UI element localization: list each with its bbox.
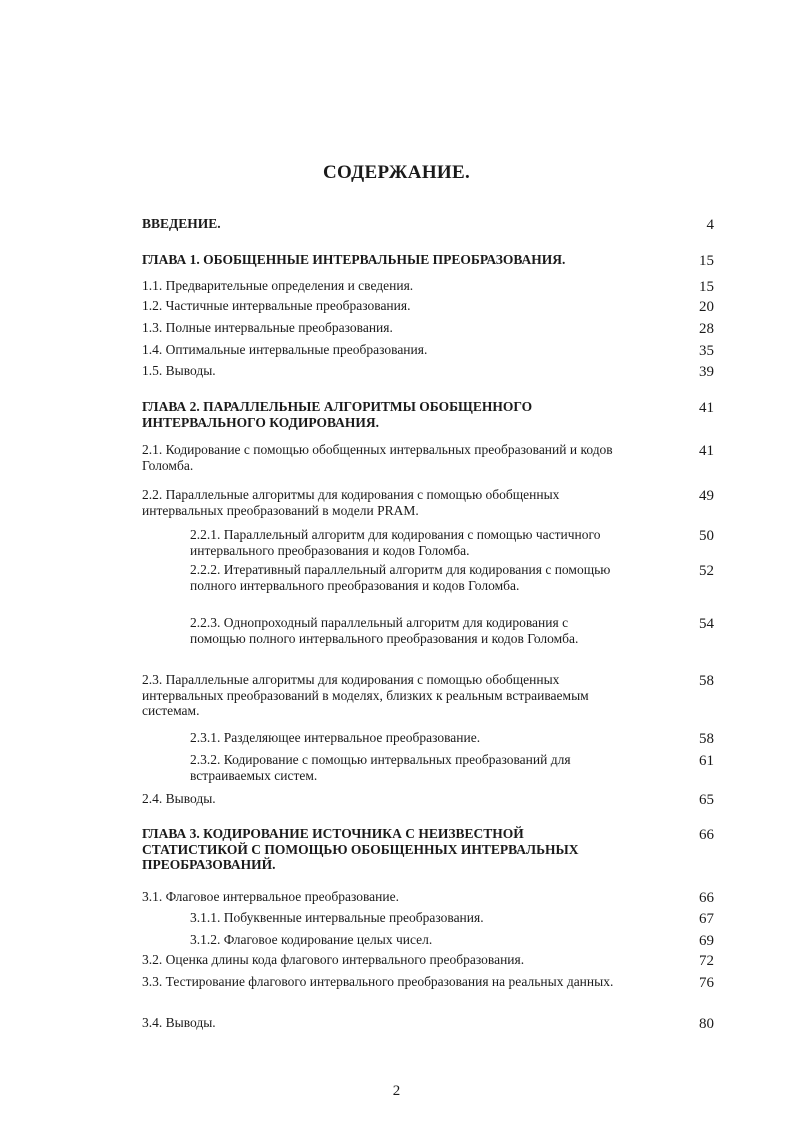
toc-entry-3-1-2[interactable] [190, 932, 714, 948]
toc-entry-introduction[interactable] [142, 216, 714, 232]
toc-entry-title: 2.3.2. Кодирование с помощью интервальных преобразований для встраиваемых систем. [190, 752, 571, 783]
toc-entry-title: 2.2. Параллельные алгоритмы для кодирования с помощью обобщенных интервальных преобразований в модели PRAM. [142, 487, 560, 518]
toc-entry-1-4[interactable] [142, 342, 714, 358]
toc-entry-title: 3.3. Тестирование флагового интервального преобразования на реальных данных. [142, 974, 614, 989]
toc-entry-1-1[interactable] [142, 278, 714, 294]
toc-entry-page: 28 [699, 321, 714, 337]
toc-entry-page: 76 [699, 975, 714, 991]
toc-entry-title: 3.1.1. Побуквенные интервальные преобразования. [190, 910, 484, 925]
toc-entry-title: 1.1. Предварительные определения и сведения. [142, 278, 414, 293]
toc-entry-page: 39 [699, 364, 714, 380]
toc-entry-title: ГЛАВА 1. ОБОБЩЕННЫЕ ИНТЕРВАЛЬНЫЕ ПРЕОБРАЗОВАНИЯ. [142, 252, 566, 267]
toc-entry-page: 15 [699, 279, 714, 295]
toc-entry-1-3[interactable] [142, 320, 714, 336]
toc-entry-page: 35 [699, 343, 714, 359]
toc-entry-page: 66 [699, 890, 714, 906]
toc-entry-title: ГЛАВА 2. ПАРАЛЛЕЛЬНЫЕ АЛГОРИТМЫ ОБОБЩЕННОГО ИНТЕРВАЛЬНОГО КОДИРОВАНИЯ. [142, 399, 533, 430]
toc-entry-page: 41 [699, 443, 714, 459]
toc-entry-1-2[interactable] [142, 298, 714, 314]
page-title: СОДЕРЖАНИЕ. [322, 162, 471, 183]
toc-entry-title: 1.2. Частичные интервальные преобразования. [142, 298, 411, 313]
toc-entry-title: 3.4. Выводы. [142, 1015, 216, 1030]
toc-entry-page: 72 [699, 953, 714, 969]
toc-entry-3-1[interactable] [142, 889, 714, 905]
toc-entry-3-4[interactable] [142, 1015, 714, 1031]
toc-entry-title: 2.3.1. Разделяющее интервальное преобразование. [190, 730, 481, 745]
toc-entry-title: ВВЕДЕНИЕ. [142, 216, 221, 231]
toc-entry-page: 65 [699, 792, 714, 808]
toc-entry-1-5[interactable] [142, 363, 714, 379]
toc-entry-page: 49 [699, 488, 714, 504]
toc-entry-3-1-1[interactable] [190, 910, 714, 926]
toc-entry-title: ГЛАВА 3. КОДИРОВАНИЕ ИСТОЧНИКА С НЕИЗВЕСТНОЙ СТАТИСТИКОЙ С ПОМОЩЬЮ ОБОБЩЕННЫХ ИНТЕРВАЛЬНЫХ ПРЕОБРАЗОВАНИЙ. [142, 826, 579, 872]
toc-entry-title: 3.2. Оценка длины кода флагового интервального преобразования. [142, 952, 525, 967]
toc-entry-title: 1.3. Полные интервальные преобразования. [142, 320, 393, 335]
toc-entry-title: 1.4. Оптимальные интервальные преобразования. [142, 342, 428, 357]
toc-entry-title: 2.2.1. Параллельный алгоритм для кодирования с помощью частичного интервального преобразования и кодов Голомба. [190, 527, 601, 558]
toc-entry-page: 58 [699, 673, 714, 689]
toc-entry-chapter-1[interactable] [142, 252, 714, 268]
toc-entry-2-4[interactable] [142, 791, 714, 807]
toc-entry-page: 50 [699, 528, 714, 544]
toc-entry-page: 20 [699, 299, 714, 315]
toc-entry-page: 69 [699, 933, 714, 949]
toc-entry-page: 67 [699, 911, 714, 927]
toc-entry-page: 52 [699, 563, 714, 579]
toc-entry-page: 61 [699, 753, 714, 769]
page-number: 2 [392, 1083, 401, 1099]
toc-entry-title: 2.2.3. Однопроходный параллельный алгоритм для кодирования с помощью полного интервального преобразования и кодов Голомба. [190, 615, 579, 646]
toc-entry-2-2-1[interactable] [190, 527, 714, 558]
toc-entry-title: 2.1. Кодирование с помощью обобщенных интервальных преобразований и кодов Голомба. [142, 442, 613, 473]
toc-entry-page: 80 [699, 1016, 714, 1032]
toc-entry-2-3[interactable] [142, 672, 714, 719]
toc-entry-2-2-2[interactable] [190, 562, 714, 593]
toc-entry-chapter-2[interactable] [142, 399, 714, 430]
toc-entry-3-2[interactable] [142, 952, 714, 968]
toc-entry-page: 41 [699, 400, 714, 416]
toc-entry-page: 4 [706, 217, 714, 233]
toc-entry-title: 1.5. Выводы. [142, 363, 216, 378]
toc-entry-page: 66 [699, 827, 714, 843]
toc-entry-page: 15 [699, 253, 714, 269]
toc-entry-2-3-2[interactable] [190, 752, 714, 783]
toc-entry-page: 58 [699, 731, 714, 747]
toc-entry-title: 2.3. Параллельные алгоритмы для кодирования с помощью обобщенных интервальных преобразований в моделях, близких к реальным встраиваемым системам. [142, 672, 589, 718]
toc-entry-2-2-3[interactable] [190, 615, 714, 646]
toc-entry-chapter-3[interactable] [142, 826, 714, 873]
toc-entry-title: 3.1. Флаговое интервальное преобразование. [142, 889, 399, 904]
toc-entry-3-3[interactable] [142, 974, 714, 990]
toc-entry-title: 3.1.2. Флаговое кодирование целых чисел. [190, 932, 433, 947]
toc-entry-title: 2.4. Выводы. [142, 791, 216, 806]
toc-entry-2-3-1[interactable] [190, 730, 714, 746]
toc-entry-page: 54 [699, 616, 714, 632]
toc-entry-2-2[interactable] [142, 487, 714, 518]
toc-entry-2-1[interactable] [142, 442, 714, 473]
toc-entry-title: 2.2.2. Итеративный параллельный алгоритм для кодирования с помощью полного интервального преобразования и кодов Голомба. [190, 562, 611, 593]
